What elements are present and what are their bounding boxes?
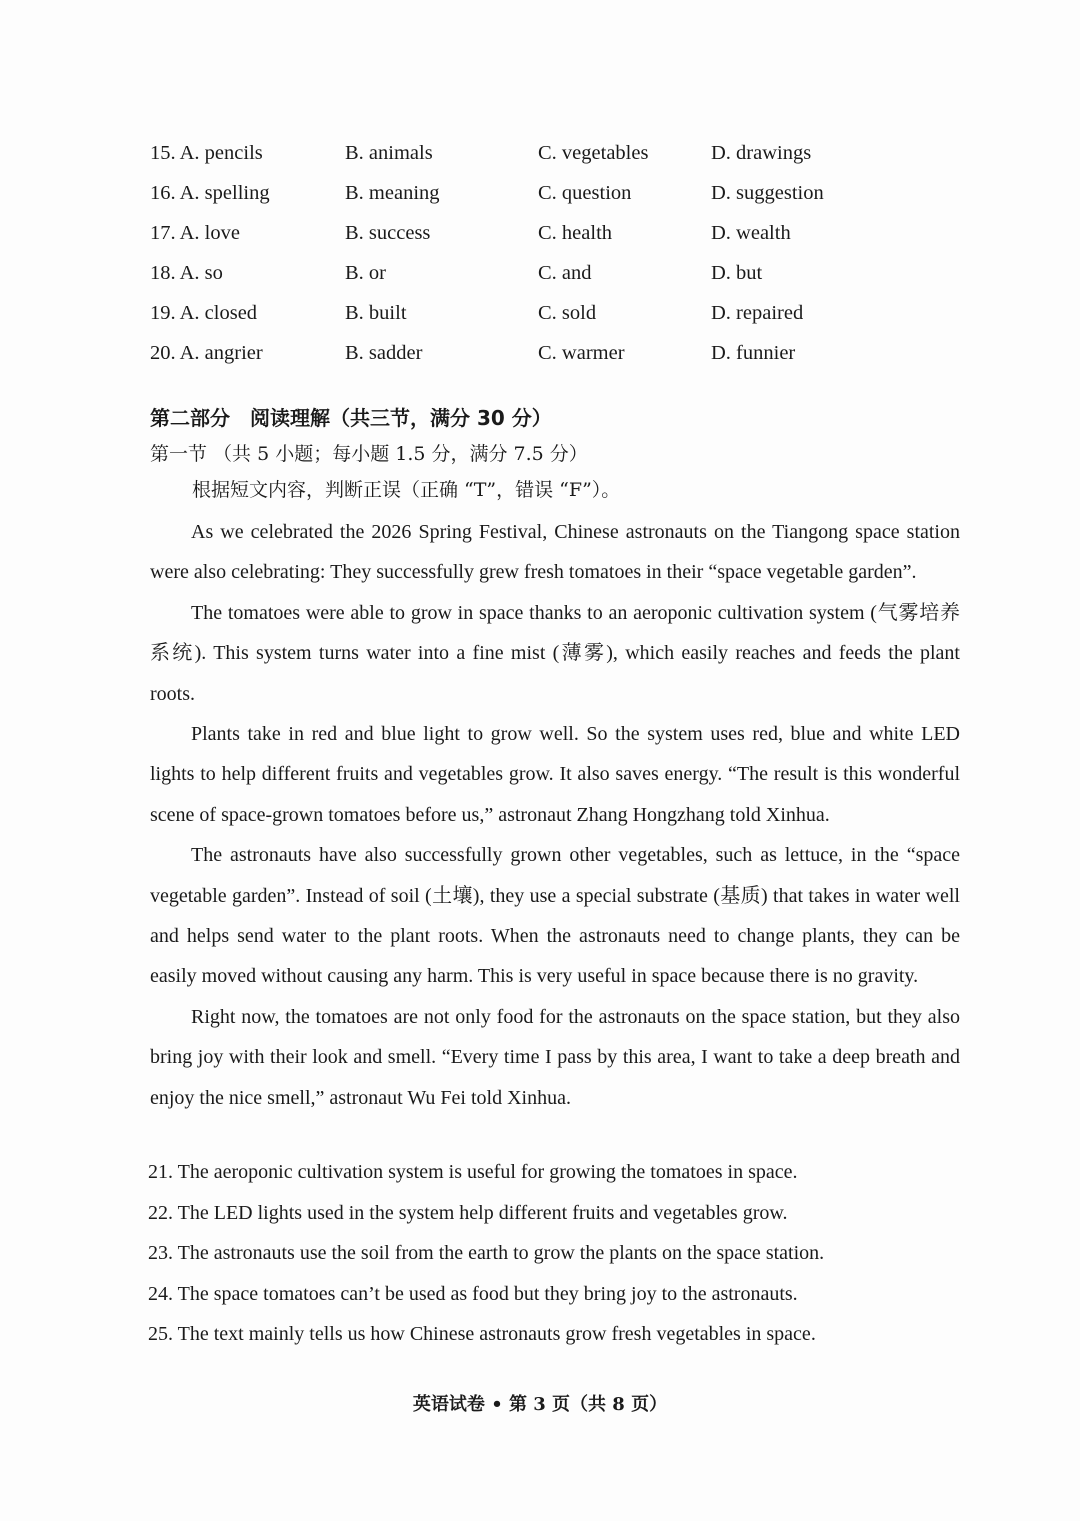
cloze-options [150,137,970,377]
passage-paragraph: Plants take in red and blue light to grow well. So the system uses red, blue and white LED lights to help different fruits and vegetables grow. It also saves energy. “The result is this wonderful scene of space-grown tomatoes before us,” astronaut Zhang Hongzhang told Xinhua. [150,723,960,826]
option-d: D. but [711,262,763,284]
option-b: B. built [345,302,407,324]
option-b: B. sadder [345,342,423,364]
question-24: 24. The space tomatoes can’t be used as food but they bring joy to the astronauts. [148,1282,798,1305]
option-c: C. warmer [538,342,625,364]
option-c: C. and [538,262,592,284]
question-23: 23. The astronauts use the soil from the earth to grow the plants on the space station. [148,1242,825,1265]
question-21: 21. The aeroponic cultivation system is useful for growing the tomatoes in space. [148,1161,798,1183]
subsection-title: 第一节 （共 5 小题；每小题 1.5 分，满分 7.5 分） [150,443,588,465]
option-b: B. or [345,262,386,284]
option-c: C. sold [538,302,597,324]
option-a: 19. A. closed [150,302,258,324]
passage-paragraph: As we celebrated the 2026 Spring Festival, Chinese astronauts on the Tiangong space station were also celebrating: They successfully grew fresh tomatoes in their “space vegetable garden”. [150,521,960,584]
option-a: 15. A. pencils [150,142,263,164]
true-false-questions [148,1155,968,1358]
option-d: D. drawings [711,142,812,164]
option-b: B. success [345,222,431,244]
option-a: 17. A. love [150,222,240,244]
instruction-text: 根据短文内容，判断正误（正确 “T”，错误 “F”）。 [192,479,621,501]
option-a: 16. A. spelling [150,182,270,204]
option-a: 18. A. so [150,262,223,284]
option-row-17 [150,217,970,257]
option-b: B. meaning [345,182,440,204]
question-25: 25. The text mainly tells us how Chinese astronauts grow fresh vegetables in space. [148,1323,816,1346]
option-row-19 [150,297,970,337]
option-row-20 [150,337,970,377]
option-d: D. funnier [711,342,796,364]
option-row-16 [150,177,970,217]
passage-paragraph: The tomatoes were able to grow in space thanks to an aeroponic cultivation system (气雾培养系统). This system turns water into a fine mist (薄雾), which easily reaches and feeds the plant roots. [150,601,960,705]
passage-paragraph: The astronauts have also successfully grown other vegetables, such as lettuce, in the “space vegetable garden”. Instead of soil (土壤), they use a special substrate (基质) that takes in water well and helps send water to the plant roots. When the astronauts need to change plants, they can be easily moved without causing any harm. This is very useful in space because there is no gravity. [150,844,960,988]
page-footer: 英语试卷 • 第 3 页（共 8 页） [412,1394,668,1415]
passage-paragraph: Right now, the tomatoes are not only food for the astronauts on the space station, but they also bring joy with their look and smell. “Every time I pass by this area, I want to take a deep breath and enjoy the nice smell,” astronaut Wu Fei told Xinhua. [150,1005,960,1109]
option-a: 20. A. angrier [150,342,263,364]
reading-passage [150,512,960,1118]
option-d: D. wealth [711,222,791,244]
option-c: C. vegetables [538,142,649,164]
option-c: C. question [538,182,632,204]
option-row-15 [150,137,970,177]
option-b: B. animals [345,142,433,164]
question-22: 22. The LED lights used in the system help different fruits and vegetables grow. [148,1201,788,1224]
option-c: C. health [538,222,613,244]
option-row-18 [150,257,970,297]
option-d: D. repaired [711,302,804,324]
option-d: D. suggestion [711,182,824,204]
section-title: 第二部分 阅读理解（共三节，满分 30 分） [150,406,552,430]
